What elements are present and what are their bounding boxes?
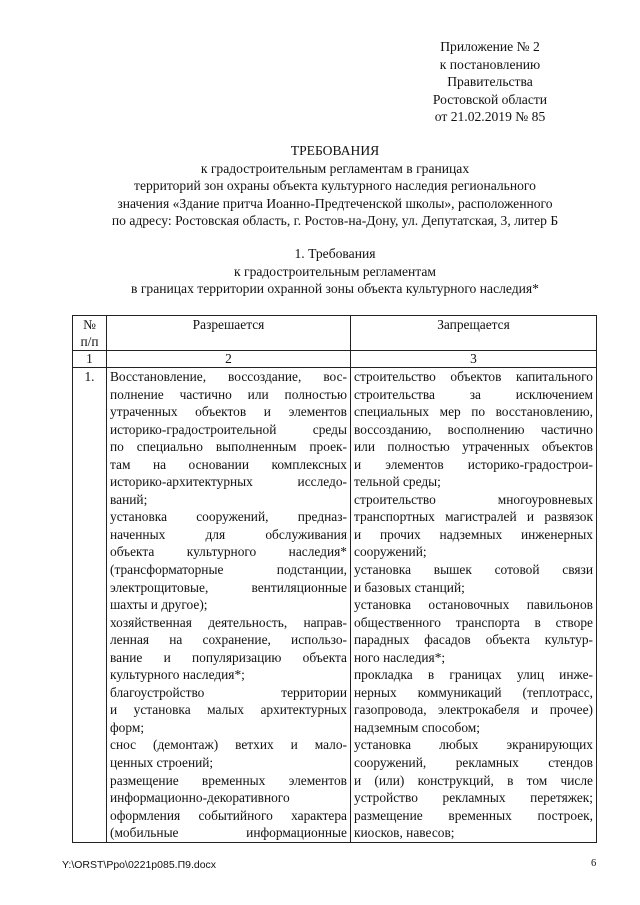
- text-line: хозяйственная деятельность, направ-: [110, 614, 347, 630]
- text-line: и (или) конструкций, в том числе: [354, 772, 593, 788]
- text-line: киосков, навесов;: [354, 825, 455, 841]
- text-line: газопровода, электрокабеля и прочее): [354, 702, 593, 718]
- table-header-row: [73, 316, 597, 351]
- text-line: устройство рекламных перетяжек;: [354, 790, 593, 806]
- text-line: шахты и другое);: [110, 597, 208, 613]
- text-line: вание и популяризацию объекта: [110, 649, 347, 665]
- text-line: утраченных объектов и элементов: [110, 404, 347, 420]
- text-line: установка любых экранирующих: [354, 737, 593, 753]
- text-line: историко-градостроительной среды: [110, 421, 347, 437]
- page-number: 6: [591, 858, 597, 869]
- text-line: ного наследия*;: [354, 649, 446, 665]
- text-line: сооружений;: [354, 544, 427, 560]
- text-line: снос (демонтаж) ветхих и мало-: [110, 737, 347, 753]
- text-line: наченных для обслуживания: [110, 526, 347, 542]
- text-line: ленная на сохранение, использо-: [110, 632, 347, 648]
- text-line: установка остановочных павильонов: [354, 597, 593, 613]
- title-line: по адресу: Ростовская область, г. Ростов-на-Дону, ул. Депутатская, 3, литер Б: [111, 213, 559, 229]
- section-line: к градостроительным регламентам: [233, 263, 437, 279]
- text-line: форм;: [110, 719, 145, 735]
- text-line: культурного наследия*;: [110, 667, 245, 683]
- section-line: в границах территории охранной зоны объекта культурного наследия*: [131, 281, 539, 297]
- header-num: № п/п: [73, 316, 107, 351]
- text-line: установка вышек сотовой связи: [354, 562, 593, 578]
- table-row: [73, 368, 597, 843]
- text-line: тельной среды;: [354, 474, 441, 490]
- document-title: [60, 142, 610, 230]
- section-heading: [60, 245, 610, 298]
- file-path: Y:\ORST\Ppo\0221p085.П9.docx: [62, 859, 217, 871]
- text-line: полнение частично или полностью: [110, 386, 347, 402]
- text-line: информационно-декоративного: [110, 790, 290, 806]
- text-line: транспортных магистралей и развязок: [354, 509, 593, 525]
- text-line: историко-архитектурных исследо-: [110, 474, 347, 490]
- text-line: там на основании комплексных: [110, 456, 347, 472]
- title-heading: ТРЕБОВАНИЯ: [290, 143, 380, 158]
- text-line: и базовых станций;: [354, 579, 465, 595]
- text-line: нерных коммуникаций (теплотрасс,: [354, 684, 593, 700]
- text-line: прокладка в границах улиц инже-: [354, 667, 593, 683]
- text-line: размещение временных построек,: [354, 807, 593, 823]
- text-line: благоустройство территории: [110, 684, 347, 700]
- text-line: ценных строений;: [110, 755, 214, 771]
- title-line: территорий зон охраны объекта культурного наследия регионального: [134, 178, 536, 194]
- appendix-block: [405, 38, 575, 126]
- text-line: электрощитовые, вентиляционные: [110, 579, 347, 595]
- text-line: оформления событийного характера: [110, 807, 347, 823]
- text-line: объекта культурного наследия*: [110, 544, 347, 560]
- col-number: 3: [351, 351, 597, 368]
- text-line: (мобильные информационные: [110, 825, 347, 841]
- text-line: и элементов историко-градострои-: [354, 456, 593, 472]
- col-number: 2: [107, 351, 351, 368]
- text-line: строительства за исключением: [354, 386, 593, 402]
- text-line: (трансформаторные подстанции,: [110, 562, 347, 578]
- text-line: Восстановление, воссоздание, вос-: [110, 369, 347, 384]
- allowed-cell: [107, 368, 351, 843]
- forbidden-cell: [351, 368, 597, 843]
- header-allowed: Разрешается: [107, 316, 351, 351]
- title-line: значения «Здание притча Иоанно-Предтеченской школы», расположенного: [117, 195, 553, 211]
- text-line: строительство многоуровневых: [354, 491, 593, 507]
- appendix-line: Правительства: [447, 74, 533, 90]
- requirements-table: [72, 315, 597, 843]
- column-number-row: [73, 351, 597, 368]
- appendix-line: Ростовской области: [432, 91, 548, 107]
- text-line: специальных мер по восстановлению,: [354, 404, 593, 420]
- text-line: установка сооружений, предназ-: [110, 509, 347, 525]
- text-line: или полностью утраченных объектов: [354, 439, 593, 455]
- appendix-line: от 21.02.2019 № 85: [434, 109, 546, 125]
- text-line: размещение временных элементов: [110, 772, 347, 788]
- appendix-line: к постановлению: [439, 56, 541, 72]
- text-line: сооружений, рекламных стендов: [354, 755, 593, 771]
- appendix-line: Приложение № 2: [440, 39, 540, 54]
- title-line: к градостроительным регламентам в границах: [200, 160, 470, 176]
- text-line: по специально выполненным проек-: [110, 439, 347, 455]
- row-number: 1.: [73, 368, 107, 843]
- text-line: и прочих надземных инженерных: [354, 526, 593, 542]
- text-line: парадных фасадов объекта культур-: [354, 632, 593, 648]
- text-line: надземным способом;: [354, 719, 481, 735]
- header-forbidden: Запрещается: [351, 316, 597, 351]
- text-line: воссозданию, восполнению частично: [354, 421, 593, 437]
- text-line: и установка малых архитектурных: [110, 702, 347, 718]
- section-line: 1. Требования: [294, 246, 376, 261]
- col-number: 1: [73, 351, 107, 368]
- text-line: ваний;: [110, 491, 148, 507]
- text-line: строительство объектов капитального: [354, 369, 593, 384]
- text-line: общественного транспорта в створе: [354, 614, 593, 630]
